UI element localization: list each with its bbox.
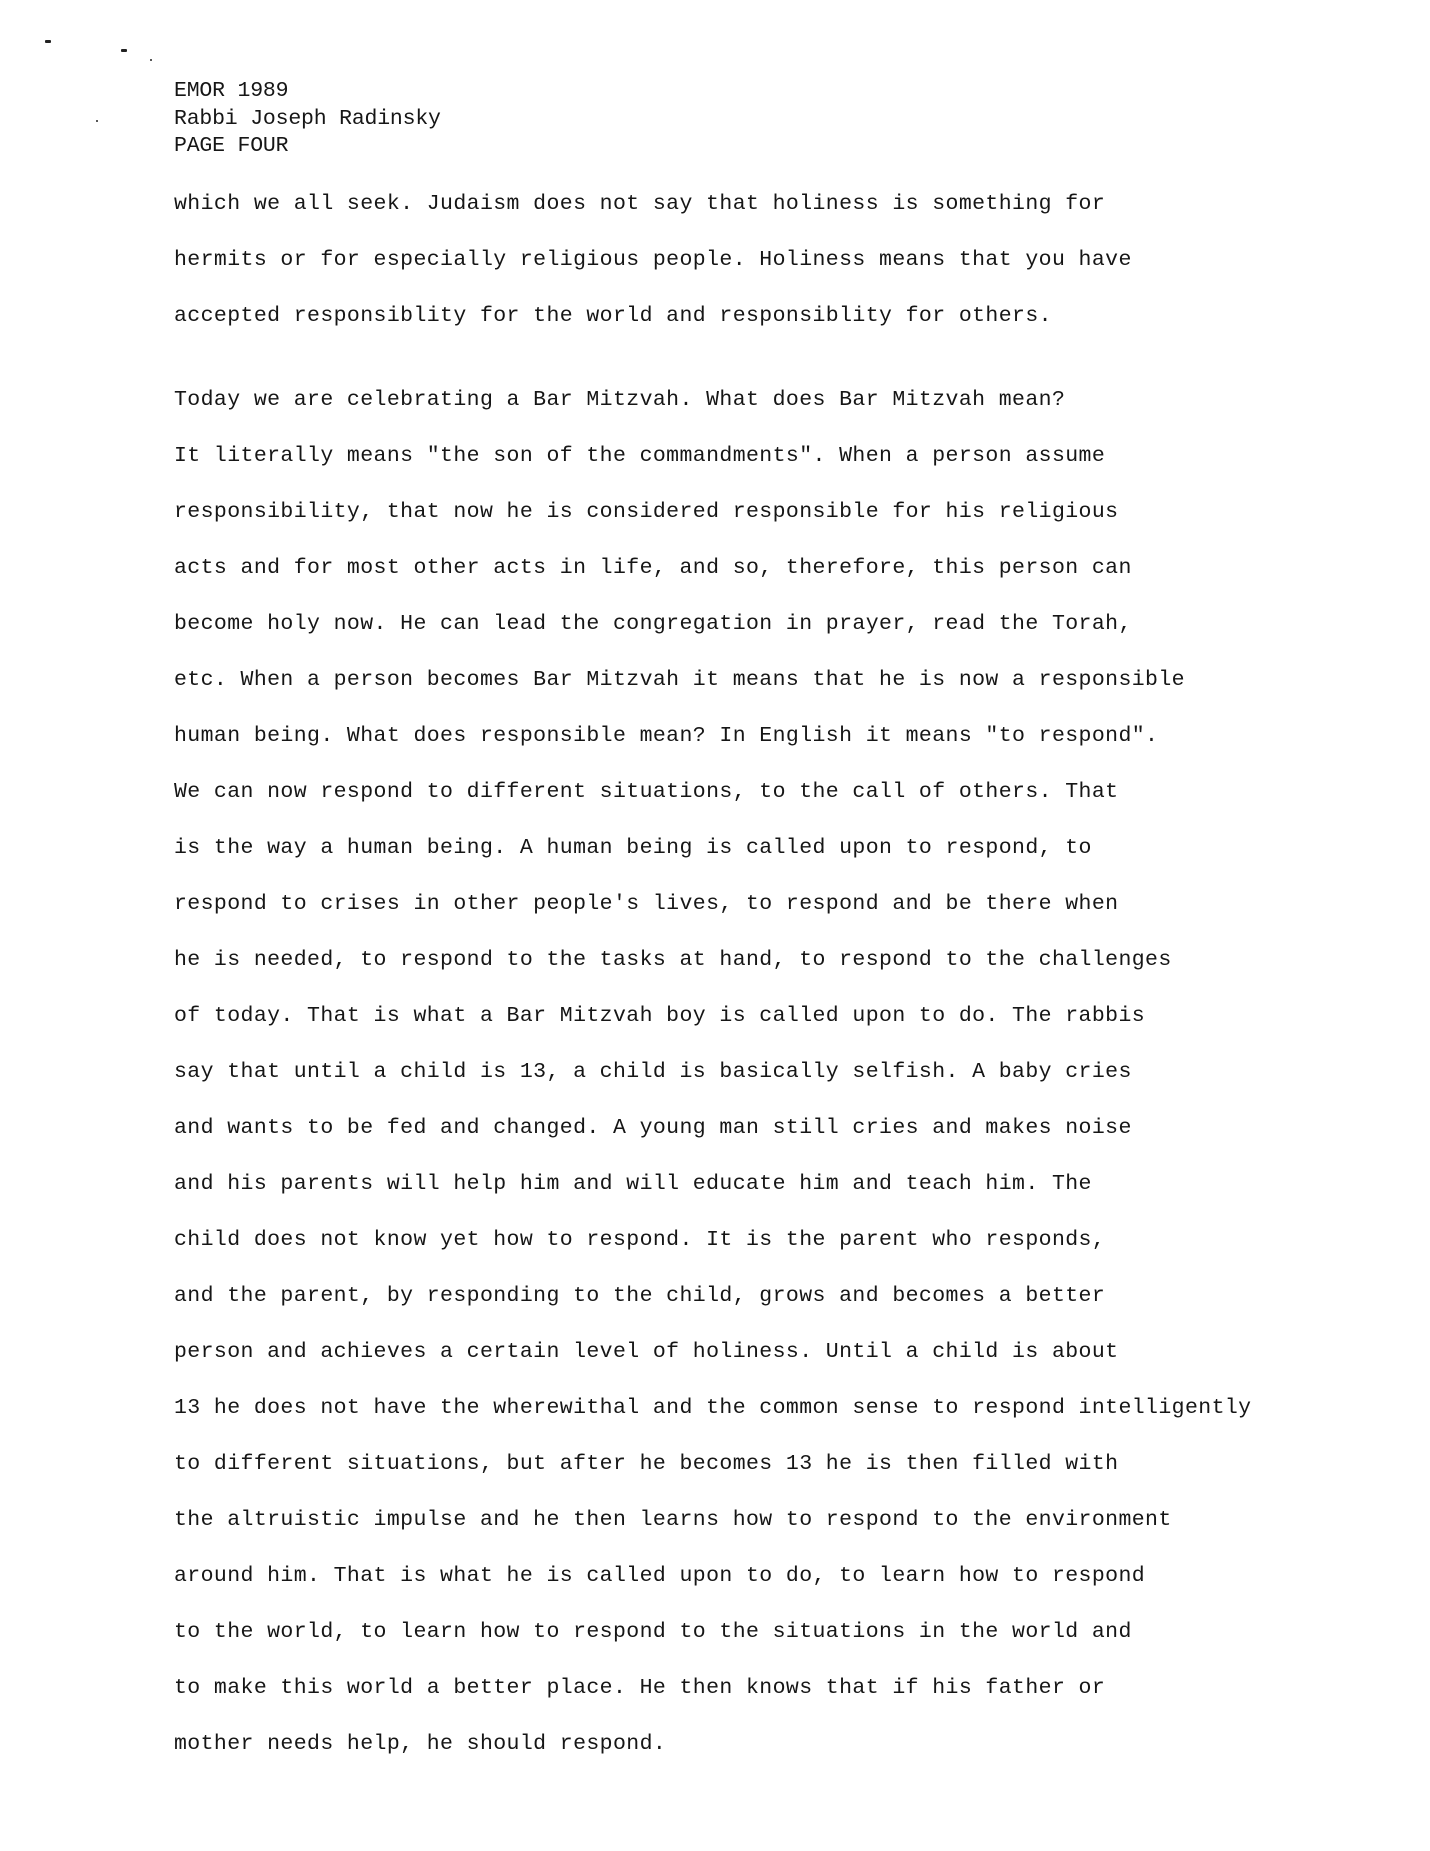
text-line: etc. When a person becomes Bar Mitzvah it means that he is now a responsible [174, 668, 1185, 692]
text-line: and the parent, by responding to the child, grows and becomes a better [174, 1284, 1106, 1308]
text-line: person and achieves a certain level of holiness. Until a child is about [174, 1340, 1119, 1364]
text-line: and wants to be fed and changed. A young man still cries and makes noise [174, 1116, 1132, 1140]
text-line: which we all seek. Judaism does not say that holiness is something for [174, 192, 1106, 216]
text-line: become holy now. He can lead the congregation in prayer, read the Torah, [174, 612, 1132, 636]
text-line: the altruistic impulse and he then learns how to respond to the environment [174, 1508, 1172, 1532]
document-header [174, 78, 441, 161]
text-line: We can now respond to different situations, to the call of others. That [174, 780, 1119, 804]
text-line: to make this world a better place. He then knows that if his father or [174, 1676, 1106, 1700]
text-line: child does not know yet how to respond. It is the parent who responds, [174, 1228, 1106, 1252]
text-line: of today. That is what a Bar Mitzvah boy is called upon to do. The rabbis [174, 1004, 1146, 1028]
header-page-number: PAGE FOUR [174, 134, 289, 158]
scan-speck [150, 59, 152, 61]
text-line: is the way a human being. A human being is called upon to respond, to [174, 836, 1092, 860]
text-line: accepted responsiblity for the world and responsiblity for others. [174, 304, 1052, 328]
text-line: and his parents will help him and will educate him and teach him. The [174, 1172, 1092, 1196]
text-line: acts and for most other acts in life, and so, therefore, this person can [174, 556, 1132, 580]
text-line: around him. That is what he is called upon to do, to learn how to respond [174, 1564, 1146, 1588]
text-line: Today we are celebrating a Bar Mitzvah. What does Bar Mitzvah mean? [174, 388, 1066, 412]
text-line: 13 he does not have the wherewithal and the common sense to respond intelligently [174, 1396, 1252, 1420]
header-title: EMOR 1989 [174, 79, 289, 103]
text-line: human being. What does responsible mean? In English it means "to respond". [174, 724, 1159, 748]
text-line: respond to crises in other people's lives, to respond and be there when [174, 892, 1119, 916]
header-author: Rabbi Joseph Radinsky [174, 106, 441, 131]
scan-speck [121, 49, 127, 52]
text-line: to different situations, but after he becomes 13 he is then filled with [174, 1452, 1119, 1476]
paragraph-1 [174, 176, 1132, 344]
scan-speck [45, 40, 51, 43]
text-line: say that until a child is 13, a child is basically selfish. A baby cries [174, 1060, 1132, 1084]
text-line: mother needs help, he should respond. [174, 1732, 667, 1756]
text-line: hermits or for especially religious people. Holiness means that you have [174, 248, 1132, 272]
text-line: It literally means "the son of the commandments". When a person assume [174, 444, 1106, 468]
text-line: he is needed, to respond to the tasks at hand, to respond to the challenges [174, 948, 1172, 972]
scan-speck [96, 120, 98, 122]
text-line: to the world, to learn how to respond to the situations in the world and [174, 1620, 1132, 1644]
text-line: responsibility, that now he is considered responsible for his religious [174, 500, 1119, 524]
paragraph-2 [174, 372, 1251, 1772]
